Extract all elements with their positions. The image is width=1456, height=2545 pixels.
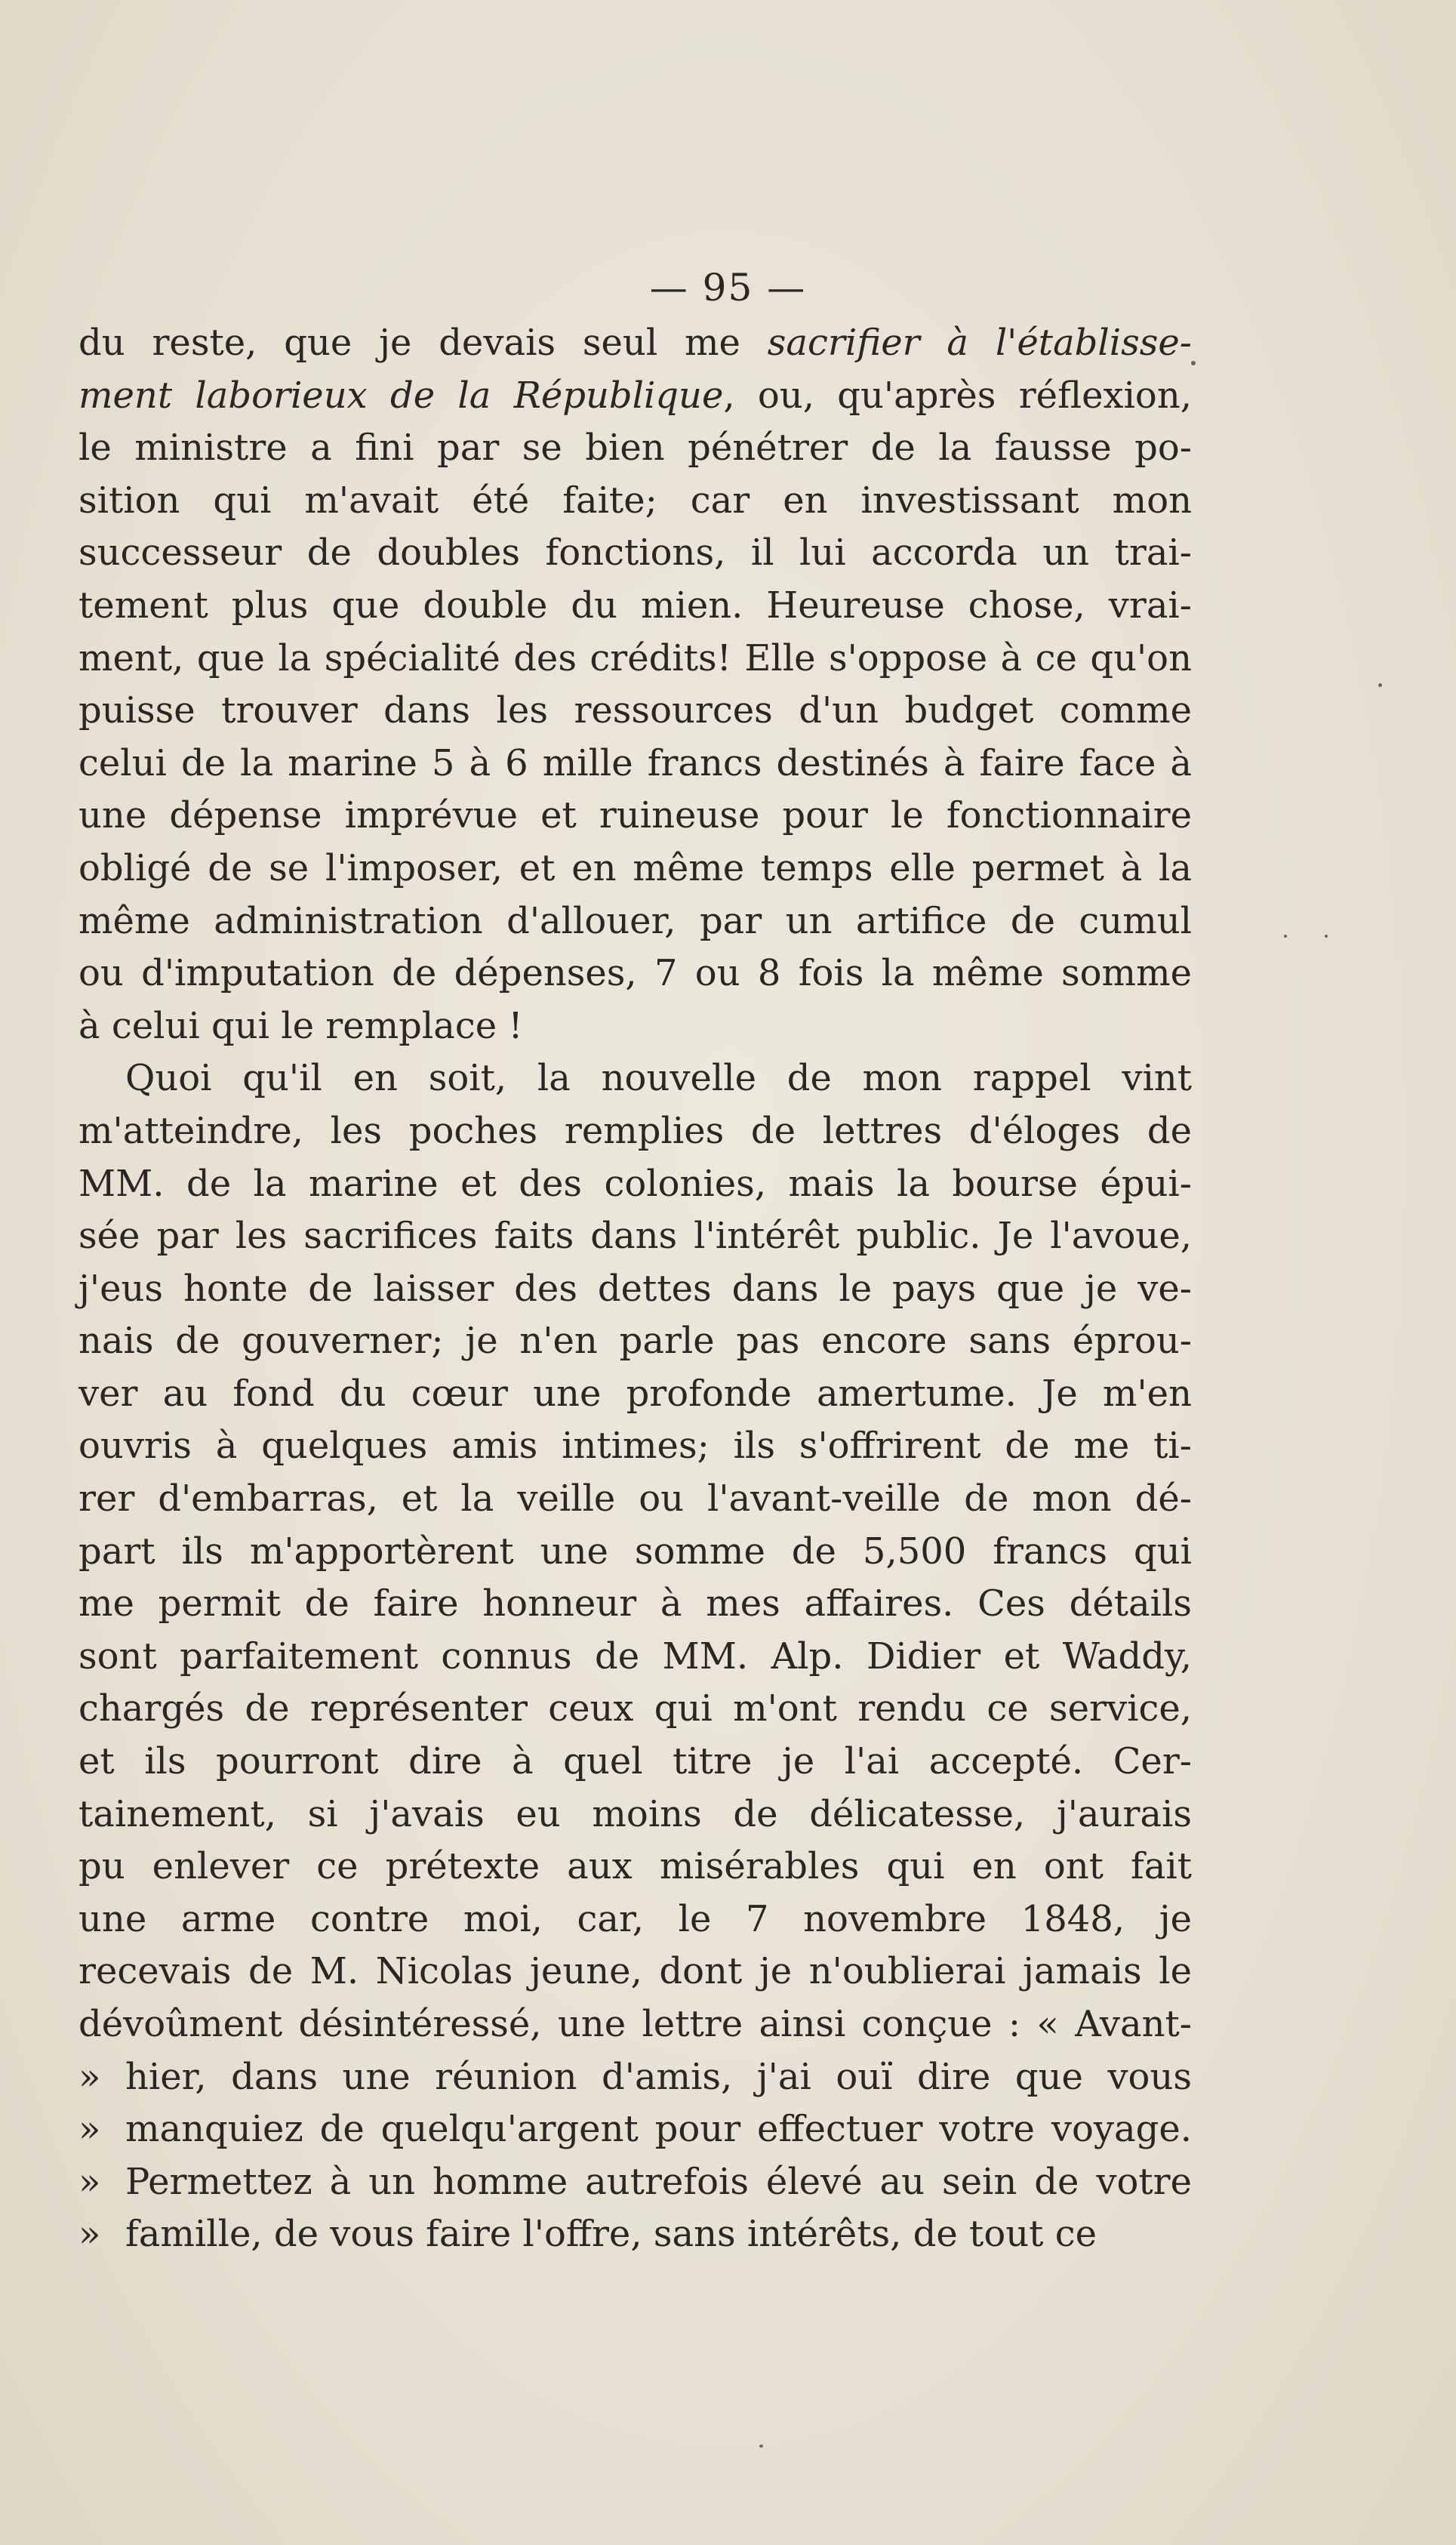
line-text: m'atteindre, les poches remplies de lettres d'éloges de (78, 1109, 1192, 1152)
line-text: j'eus honte de laisser des dettes dans le pays que je ve- (78, 1267, 1192, 1310)
paper-speck (759, 2445, 763, 2448)
text-line (78, 1736, 1192, 1789)
text-line (78, 1998, 1192, 2051)
quote-mark: » (78, 2160, 101, 2203)
text-line (78, 1473, 1192, 1526)
italic-text: ment laborieux de la République (78, 374, 724, 417)
text-line (78, 2208, 1192, 2261)
line-text: successeur de doubles fonctions, il lui accorda un trai- (78, 531, 1192, 575)
text-line (78, 1683, 1192, 1736)
line-text: tement plus que double du mien. Heureuse chose, vrai- (78, 584, 1192, 627)
text-line (78, 1841, 1192, 1893)
line-text: puisse trouver dans les ressources d'un budget comme (78, 689, 1192, 732)
text-line (78, 1158, 1192, 1211)
text-line (78, 947, 1192, 1000)
text-line (78, 633, 1192, 686)
text-line (78, 1105, 1192, 1158)
text-line (78, 1368, 1192, 1421)
line-text: sition qui m'avait été faite; car en investissant mon (78, 479, 1192, 522)
line-text: le ministre a fini par se bien pénétrer de la fausse po- (78, 427, 1192, 470)
quote-mark: » (78, 2108, 101, 2151)
italic-text: sacrifier à l'établisse- (767, 322, 1193, 364)
text-line (78, 422, 1192, 475)
line-text: et ils pourront dire à quel titre je l'ai accepté. Cer- (78, 1740, 1192, 1783)
line-text: rer d'embarras, et la veille ou l'avant-veille de mon dé- (78, 1477, 1192, 1521)
text-line (78, 1052, 1192, 1105)
paper-speck (1378, 683, 1382, 687)
text-line (78, 1315, 1192, 1368)
line-text: Quoi qu'il en soit, la nouvelle de mon rappel vint (125, 1057, 1192, 1100)
text-line (78, 370, 1192, 423)
paper-speck (1325, 935, 1328, 938)
line-text: ver au fond du cœur une profonde amertume. Je m'en (78, 1372, 1192, 1415)
line-text: , ou, qu'après réflexion, (723, 374, 1193, 417)
body-text (78, 317, 1192, 2261)
text-line (78, 1526, 1192, 1579)
text-line (78, 1000, 1192, 1053)
text-line (78, 1420, 1192, 1473)
text-line (78, 580, 1192, 633)
line-text: part ils m'apportèrent une somme de 5,500 francs qui (78, 1530, 1192, 1573)
line-text: nais de gouverner; je n'en parle pas encore sans éprou- (78, 1320, 1192, 1363)
text-line (78, 1946, 1192, 1998)
line-text: obligé de se l'imposer, et en même temps elle permet à la (78, 846, 1192, 889)
paper-speck (1284, 935, 1287, 938)
line-text: ouvris à quelques amis intimes; ils s'offrirent de me ti- (78, 1425, 1192, 1468)
line-text: famille, de vous faire l'offre, sans intérêts, de tout ce (125, 2213, 1097, 2256)
page-number: — 95 — (649, 266, 807, 310)
line-text: recevais de M. Nicolas jeune, dont je n'oublierai jamais le (78, 1950, 1192, 1993)
quote-mark: » (78, 2213, 101, 2256)
quote-mark: » (78, 2055, 101, 2098)
text-line (78, 1210, 1192, 1263)
text-line (78, 2103, 1192, 2156)
line-text: sée par les sacrifices faits dans l'intérêt public. Je l'avoue, (78, 1215, 1192, 1258)
text-line (78, 790, 1192, 843)
text-line (78, 527, 1192, 580)
text-line (78, 685, 1192, 738)
text-line (78, 1893, 1192, 1946)
line-text: ou d'imputation de dépenses, 7 ou 8 fois la même somme (78, 952, 1192, 995)
line-text: manquiez de quelqu'argent pour effectuer votre voyage. (125, 2108, 1192, 2151)
text-line (78, 1578, 1192, 1631)
text-line (78, 895, 1192, 948)
line-text: sont parfaitement connus de MM. Alp. Didier et Waddy, (78, 1635, 1192, 1678)
line-text: me permit de faire honneur à mes affaires. Ces détails (78, 1582, 1192, 1625)
line-text: une arme contre moi, car, le 7 novembre 1848, je (78, 1897, 1192, 1940)
line-text: tainement, si j'avais eu moins de délicatesse, j'aurais (78, 1792, 1192, 1835)
line-text: celui de la marine 5 à 6 mille francs destinés à faire face à (78, 741, 1192, 784)
line-text: même administration d'allouer, par un artifice de cumul (78, 899, 1192, 942)
line-text: à celui qui le remplace ! (78, 1004, 523, 1047)
line-text: pu enlever ce prétexte aux misérables qui en ont fait (78, 1845, 1192, 1888)
text-line (78, 738, 1192, 790)
text-line (78, 1631, 1192, 1684)
text-line (78, 317, 1192, 370)
line-text: une dépense imprévue et ruineuse pour le fonctionnaire (78, 794, 1192, 837)
text-line (78, 2156, 1192, 2209)
line-text: Permettez à un homme autrefois élevé au sein de votre (125, 2160, 1192, 2203)
text-line (78, 2051, 1192, 2104)
line-text: MM. de la marine et des colonies, mais la bourse épui- (78, 1162, 1192, 1205)
text-line (78, 1789, 1192, 1841)
text-line (78, 1263, 1192, 1316)
line-text: dévoûment désintéressé, une lettre ainsi conçue : « Avant- (78, 2003, 1192, 2045)
line-text: hier, dans une réunion d'amis, j'ai ouï dire que vous (125, 2055, 1192, 2098)
text-line (78, 843, 1192, 895)
line-text: du reste, que je devais seul me (78, 322, 768, 364)
text-line (78, 475, 1192, 528)
line-text: ment, que la spécialité des crédits! Elle s'oppose à ce qu'on (78, 636, 1192, 679)
line-text: chargés de représenter ceux qui m'ont rendu ce service, (78, 1687, 1192, 1730)
